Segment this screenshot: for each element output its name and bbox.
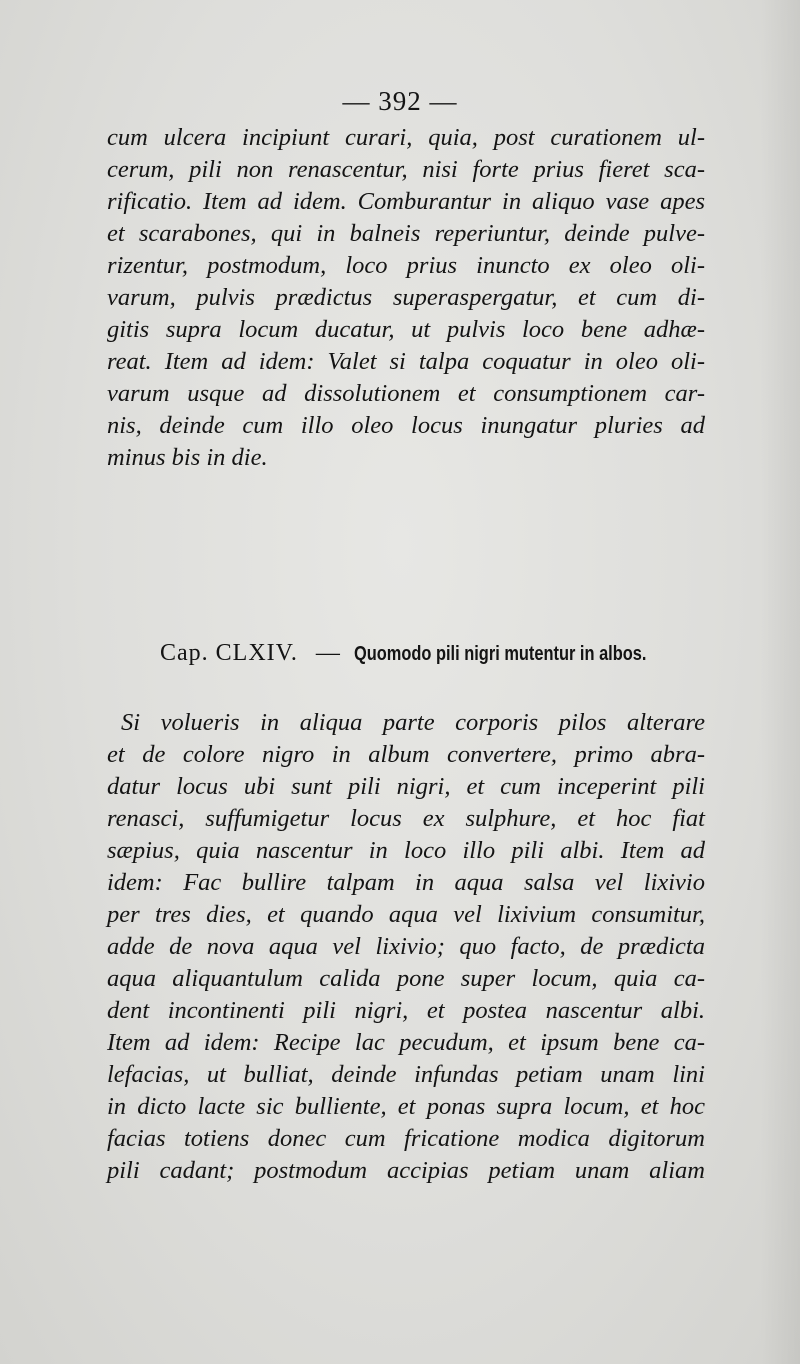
text-line: reat. Item ad idem: Valet si talpa coquatur in oleo oli- (107, 348, 705, 375)
text-line: per tres dies, et quando aqua vel lixivium consumitur, (107, 901, 705, 928)
text-line: et de colore nigro in album convertere, primo abra- (107, 741, 705, 768)
text-line: rificatio. Item ad idem. Comburantur in aliquo vase apes (107, 188, 705, 215)
text-line: Si volueris in aliqua parte corporis pilos alterare (121, 709, 705, 736)
text-line: cum ulcera incipiunt curari, quia, post curationem ul- (107, 124, 705, 151)
text-line: rizentur, postmodum, loco prius inuncto ex oleo oli- (107, 252, 705, 279)
chapter-label: Cap. CLXIV. (160, 640, 298, 666)
text-line: cerum, pili non renascentur, nisi forte prius fieret sca- (107, 156, 705, 183)
text-line: adde de nova aqua vel lixivio; quo facto, de prædicta (107, 933, 705, 960)
text-line: lefacias, ut bulliat, deinde infundas petiam unam lini (107, 1061, 705, 1088)
text-line: gitis supra locum ducatur, ut pulvis loco bene adhæ- (107, 316, 705, 343)
text-line: varum usque ad dissolutionem et consumptionem car- (107, 380, 705, 407)
text-line: et scarabones, qui in balneis reperiuntur, deinde pulve- (107, 220, 705, 247)
text-line: facias totiens donec cum fricatione modica digitorum (107, 1125, 705, 1152)
chapter-dash: — (315, 640, 340, 666)
text-line: idem: Fac bullire talpam in aqua salsa vel lixivio (107, 869, 705, 896)
text-line: varum, pulvis prædictus superaspergatur, et cum di- (107, 284, 705, 311)
page-number: — 392 — (342, 86, 458, 116)
chapter-title: Quomodo pili nigri mutentur in albos. (353, 643, 647, 665)
text-line: datur locus ubi sunt pili nigri, et cum inceperint pili (107, 773, 705, 800)
text-line: minus bis in die. (107, 444, 268, 471)
text-line: renasci, suffumigetur locus ex sulphure, et hoc fiat (107, 805, 705, 832)
chapter-heading (160, 640, 680, 667)
text-line: sæpius, quia nascentur in loco illo pili albi. Item ad (107, 837, 705, 864)
text-line: pili cadant; postmodum accipias petiam unam aliam (107, 1157, 705, 1184)
bottom-paragraph (107, 707, 705, 1187)
text-line: aqua aliquantulum calida pone super locum, quia ca- (107, 965, 705, 992)
text-line: nis, deinde cum illo oleo locus inungatur pluries ad (107, 412, 705, 439)
text-line: Item ad idem: Recipe lac pecudum, et ipsum bene ca- (107, 1029, 705, 1056)
text-line: dent incontinenti pili nigri, et postea nascentur albi. (107, 997, 705, 1024)
text-line: in dicto lacte sic bulliente, et ponas supra locum, et hoc (107, 1093, 705, 1120)
top-paragraph (107, 122, 705, 474)
